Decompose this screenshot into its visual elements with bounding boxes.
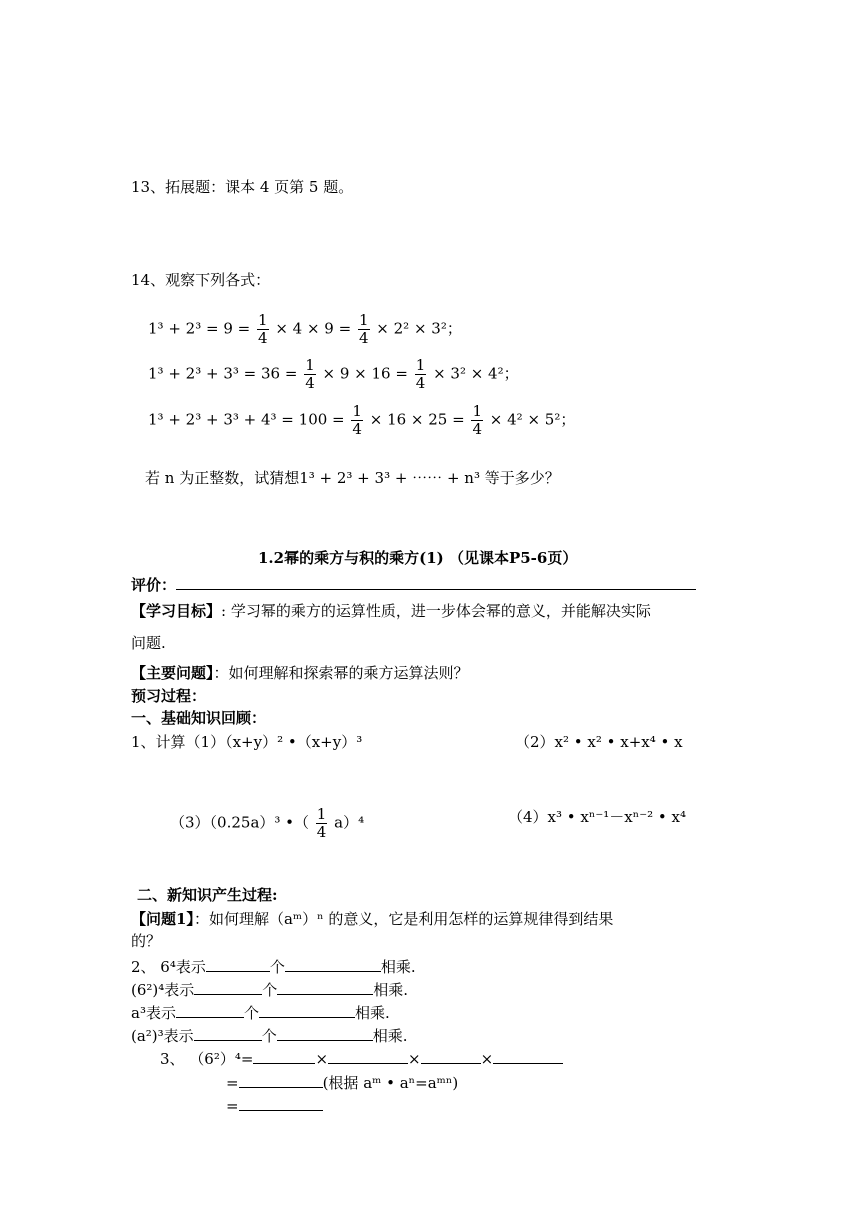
eq2-mid: × 9 × 16 =: [322, 364, 408, 383]
equation-1: [148, 312, 462, 347]
calc-2: （2）x² • x² • x+x⁴ • x: [515, 733, 683, 751]
equation-3: [148, 403, 575, 438]
question-1-cont: 的？: [131, 932, 162, 950]
evaluation-line: [131, 573, 696, 595]
question-1-text: ：如何理解（aᵐ）ⁿ 的意义，它是利用怎样的运算规律得到结果: [193, 910, 614, 928]
expand-line-1: 3、 （6²）⁴= × × ×: [160, 1047, 563, 1069]
eq1-fraction-b: $\frac{1}{4}$: [358, 311, 369, 347]
eq3-fraction-b: $\frac{1}{4}$: [472, 402, 483, 438]
question-1-label: 【问题1】: [131, 910, 194, 928]
fill-line-2: 2、 6⁴表示 个 相乘.: [131, 955, 416, 977]
calc-4: （4）x³ • xⁿ⁻¹－xⁿ⁻² • x⁴: [508, 808, 687, 826]
eq1-rhs: × 2² × 3²；: [376, 319, 462, 338]
part2-heading: 二、新知识产生过程:: [137, 886, 278, 904]
calc-3: （3）（0.25a）³ •（ $\frac{1}{4}$ a）⁴: [170, 805, 365, 841]
learning-goal-text: : 学习幂的乘方的运算性质，进一步体会幂的意义，并能解决实际: [221, 602, 651, 620]
problem-14-question: 若 n 为正整数，试猜想1³ + 2³ + 3³ + ⋯⋯ + n³ 等于多少？: [145, 469, 560, 487]
eq3-rhs: × 4² × 5²；: [489, 410, 576, 429]
eq2-fraction-a: $\frac{1}{4}$: [305, 356, 315, 392]
eq1-lhs: 1³ + 2³ = 9 =: [148, 319, 251, 338]
main-question-label: 【主要问题】: [131, 664, 214, 682]
expand-line-2: = (根据 aᵐ • aⁿ=aᵐⁿ): [226, 1071, 458, 1093]
question-1: [131, 909, 613, 929]
fill-line-4: a³表示 个 相乘.: [131, 1001, 390, 1023]
eq3-mid: × 16 × 25 =: [369, 410, 465, 429]
eq2-rhs: × 3² × 4²；: [433, 364, 519, 383]
eq2-fraction-b: $\frac{1}{4}$: [415, 356, 426, 392]
learning-goal: [131, 601, 651, 621]
problem-14-title: 14、观察下列各式：: [131, 271, 271, 289]
expand-line-3: =: [226, 1094, 323, 1116]
evaluation-blank: [176, 573, 696, 590]
part1-heading: 一、基础知识回顾：: [131, 709, 267, 727]
fill-line-3: (6²)⁴表示 个 相乘.: [131, 978, 408, 1000]
problem-13: 13、拓展题：课本 4 页第 5 题。: [131, 178, 354, 196]
calc3-fraction: $\frac{1}{4}$: [316, 805, 327, 841]
evaluation-label: 评价：: [131, 576, 177, 594]
section-title: 1.2幂的乘方与积的乘方(1) （见课本P5-6页）: [258, 549, 578, 567]
fill-line-5: (a²)³表示 个 相乘.: [131, 1024, 407, 1046]
learning-goal-label: 【学习目标】: [131, 602, 222, 620]
eq2-lhs: 1³ + 2³ + 3³ = 36 =: [148, 364, 298, 383]
eq3-lhs: 1³ + 2³ + 3³ + 4³ = 100 =: [148, 410, 345, 429]
eq1-mid: × 4 × 9 =: [275, 319, 352, 338]
eq3-fraction-a: $\frac{1}{4}$: [352, 402, 362, 438]
main-question-text: ：如何理解和探索幂的乘方运算法则？: [213, 664, 469, 682]
learning-goal-cont: 问题.: [131, 634, 166, 652]
equation-2: [148, 357, 519, 392]
calc-1: 1、计算（1）（x+y）² •（x+y）³: [131, 733, 363, 751]
eq1-fraction-a: $\frac{1}{4}$: [257, 311, 268, 347]
main-question: [131, 663, 469, 683]
preview-heading: 预习过程：: [131, 687, 207, 705]
